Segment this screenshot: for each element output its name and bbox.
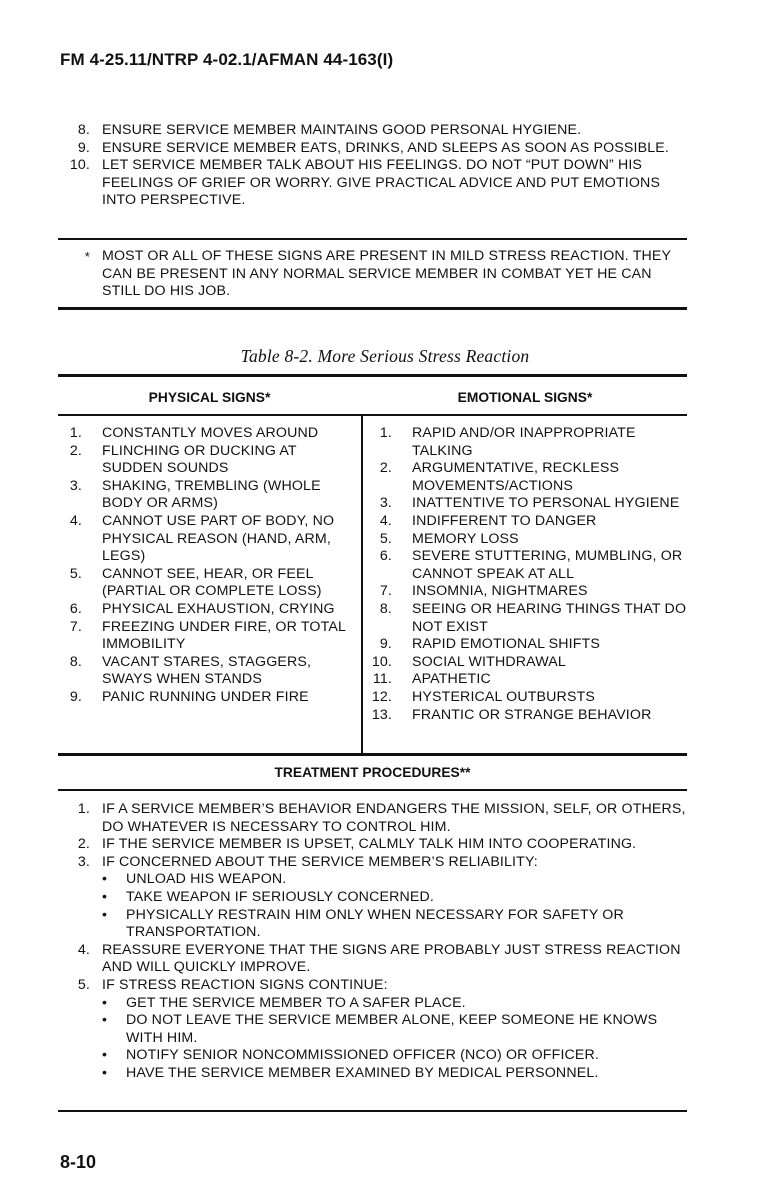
list-item — [60, 689, 356, 707]
bullet-item — [60, 1047, 688, 1065]
emotional-signs-list — [370, 425, 688, 724]
bullet-text: GET THE SERVICE MEMBER TO A SAFER PLACE. — [126, 994, 466, 1011]
bullet-text: HAVE THE SERVICE MEMBER EXAMINED BY MEDICAL PERSONNEL. — [126, 1064, 599, 1081]
bullet-icon: • — [102, 871, 108, 888]
bullet-item — [60, 995, 688, 1013]
list-item — [60, 619, 356, 654]
treatment-list — [60, 801, 688, 1083]
item-text: VACANT STARES, STAGGERS, SWAYS WHEN STANDS — [102, 653, 312, 688]
item-number: 2. — [69, 442, 82, 459]
page-header: FM 4-25.11/NTRP 4-02.1/AFMAN 44-163(I) — [60, 50, 394, 69]
item-number: 7. — [69, 618, 82, 635]
item-text: RAPID EMOTIONAL SHIFTS — [412, 636, 601, 653]
bullet-text: TAKE WEAPON IF SERIOUSLY CONCERNED. — [126, 888, 434, 905]
item-text: CANNOT USE PART OF BODY, NO PHYSICAL REASON (HAND, ARM, LEGS) — [102, 512, 335, 565]
item-number: 5. — [379, 530, 392, 547]
item-text: RAPID AND/OR INAPPROPRIATE TALKING — [412, 425, 636, 459]
list-item — [370, 495, 688, 513]
bullet-icon: • — [102, 1064, 108, 1081]
column-divider — [361, 416, 363, 753]
item-number: 11. — [372, 671, 392, 688]
item-text: ARGUMENTATIVE, RECKLESS MOVEMENTS/ACTIONS — [412, 460, 620, 494]
item-text: INATTENTIVE TO PERSONAL HYGIENE — [412, 495, 680, 512]
list-item — [60, 443, 356, 478]
item-number: 9. — [379, 636, 392, 653]
item-text: HYSTERICAL OUTBURSTS — [412, 688, 595, 705]
list-item — [60, 478, 356, 513]
list-item — [370, 425, 688, 460]
item-text: INDIFFERENT TO DANGER — [412, 512, 597, 529]
item-text: INSOMNIA, NIGHTMARES — [412, 583, 588, 600]
list-item — [370, 548, 688, 583]
list-item — [370, 531, 688, 549]
list-item — [370, 654, 688, 672]
item-text: MEMORY LOSS — [412, 530, 519, 547]
item-text: APATHETIC — [412, 671, 491, 688]
bullet-item — [60, 907, 688, 942]
bullet-text: NOTIFY SENIOR NONCOMMISSIONED OFFICER (NCO) OR OFFICER. — [126, 1047, 600, 1064]
item-number: 8. — [379, 600, 392, 617]
page-number: 8-10 — [60, 1152, 97, 1172]
bullet-icon: • — [102, 1047, 108, 1064]
physical-signs-list — [60, 425, 356, 707]
bullet-icon: • — [102, 906, 108, 923]
list-item — [60, 513, 356, 566]
list-item — [370, 583, 688, 601]
list-item — [60, 977, 688, 995]
section-rule — [58, 753, 687, 756]
list-item — [370, 601, 688, 636]
item-text: IF THE SERVICE MEMBER IS UPSET, CALMLY TALK HIM INTO COOPERATING. — [102, 836, 637, 853]
top-numbered-list — [60, 122, 688, 210]
item-number: 3. — [379, 495, 392, 512]
item-text: FLINCHING OR DUCKING AT SUDDEN SOUNDS — [102, 442, 297, 477]
item-number: 4. — [77, 941, 90, 958]
item-number: 8. — [77, 122, 90, 138]
item-text: REASSURE EVERYONE THAT THE SIGNS ARE PROBABLY JUST STRESS REACTION AND WILL QUICKLY IMPROVE. — [102, 941, 681, 976]
table-top-rule — [58, 374, 687, 377]
footnote-text: MOST OR ALL OF THESE SIGNS ARE PRESENT IN MILD STRESS REACTION. THEY CAN BE PRESENT IN ANY NORMAL SERVICE MEMBER IN COMBAT YET HE CAN STILL DO HIS JOB. — [102, 248, 671, 300]
bullet-icon: • — [102, 1012, 108, 1029]
table-bottom-rule — [58, 1110, 687, 1112]
item-number: 8. — [69, 653, 82, 670]
item-number: 3. — [77, 853, 90, 870]
table-caption: Table 8-2. More Serious Stress Reaction — [240, 346, 530, 366]
item-text: IF CONCERNED ABOUT THE SERVICE MEMBER’S RELIABILITY: — [102, 853, 538, 870]
list-item — [60, 140, 688, 158]
list-item — [60, 942, 688, 977]
footnote — [60, 248, 688, 301]
item-text: SEVERE STUTTERING, MUMBLING, OR CANNOT SPEAK AT ALL — [412, 548, 683, 582]
item-text: PHYSICAL EXHAUSTION, CRYING — [102, 600, 335, 617]
item-number: 9. — [77, 139, 90, 156]
item-text: ENSURE SERVICE MEMBER EATS, DRINKS, AND SLEEPS AS SOON AS POSSIBLE. — [102, 139, 669, 156]
physical-signs-header: PHYSICAL SIGNS* — [148, 390, 271, 405]
item-number: 9. — [69, 688, 82, 705]
bullet-item — [60, 1065, 688, 1083]
list-item — [60, 654, 356, 689]
item-text: FRANTIC OR STRANGE BEHAVIOR — [412, 706, 652, 723]
treatment-rule — [58, 789, 687, 791]
list-item — [60, 601, 356, 619]
item-number: 5. — [69, 565, 82, 582]
bullet-text: UNLOAD HIS WEAPON. — [126, 871, 287, 888]
item-number: 2. — [379, 460, 392, 477]
item-text: CONSTANTLY MOVES AROUND — [102, 425, 319, 441]
list-item — [60, 157, 688, 210]
list-item — [60, 801, 688, 836]
list-item — [370, 636, 688, 654]
list-item — [60, 854, 688, 872]
list-item — [60, 836, 688, 854]
header-rule — [58, 414, 687, 416]
list-item — [60, 425, 356, 443]
list-item — [370, 513, 688, 531]
footnote-marker: * — [84, 249, 90, 264]
item-text: CANNOT SEE, HEAR, OR FEEL (PARTIAL OR COMPLETE LOSS) — [102, 565, 322, 600]
item-text: ENSURE SERVICE MEMBER MAINTAINS GOOD PERSONAL HYGIENE. — [102, 122, 582, 138]
item-text: LET SERVICE MEMBER TALK ABOUT HIS FEELINGS. DO NOT “PUT DOWN” HIS FEELINGS OF GRIEF OR WORRY. GIVE PRACTICAL ADVICE AND PUT EMOTIONS INTO PERSPECTIVE. — [102, 157, 661, 209]
item-text: SHAKING, TREMBLING (WHOLE BODY OR ARMS) — [102, 477, 321, 512]
divider — [58, 238, 687, 240]
item-text: FREEZING UNDER FIRE, OR TOTAL IMMOBILITY — [102, 618, 346, 653]
list-item — [370, 707, 688, 725]
item-number: 1. — [77, 801, 90, 817]
divider — [58, 307, 687, 310]
list-item — [60, 122, 688, 140]
item-text: IF A SERVICE MEMBER’S BEHAVIOR ENDANGERS THE MISSION, SELF, OR OTHERS, DO WHATEVER IS NECESSARY TO CONTROL HIM. — [102, 801, 686, 835]
bullet-item — [60, 889, 688, 907]
bullet-icon: • — [102, 888, 108, 905]
treatment-header: TREATMENT PROCEDURES** — [274, 765, 471, 780]
item-text: IF STRESS REACTION SIGNS CONTINUE: — [102, 976, 388, 993]
list-item — [60, 566, 356, 601]
list-item — [370, 460, 688, 495]
bullet-text: DO NOT LEAVE THE SERVICE MEMBER ALONE, KEEP SOMEONE HE KNOWS WITH HIM. — [126, 1012, 658, 1046]
item-number: 1. — [69, 425, 82, 441]
item-number: 5. — [77, 976, 90, 993]
item-text: PANIC RUNNING UNDER FIRE — [102, 688, 309, 705]
item-number: 7. — [379, 583, 392, 600]
item-number: 6. — [69, 600, 82, 617]
item-number: 13. — [371, 706, 392, 723]
item-number: 10. — [371, 653, 392, 670]
bullet-item — [60, 1012, 688, 1047]
bullet-text: PHYSICALLY RESTRAIN HIM ONLY WHEN NECESSARY FOR SAFETY OR TRANSPORTATION. — [126, 906, 624, 941]
list-item — [370, 689, 688, 707]
item-number: 1. — [379, 425, 392, 441]
item-number: 4. — [379, 512, 392, 529]
item-number: 2. — [77, 836, 90, 853]
item-number: 12. — [371, 688, 392, 705]
bullet-item — [60, 871, 688, 889]
item-text: SOCIAL WITHDRAWAL — [412, 653, 566, 670]
item-text: SEEING OR HEARING THINGS THAT DO NOT EXIST — [412, 600, 687, 635]
item-number: 6. — [379, 548, 392, 565]
item-number: 3. — [69, 477, 82, 494]
item-number: 10. — [69, 157, 90, 174]
list-item — [370, 671, 688, 689]
item-number: 4. — [69, 512, 82, 529]
bullet-icon: • — [102, 994, 108, 1011]
emotional-signs-header: EMOTIONAL SIGNS* — [457, 390, 593, 405]
